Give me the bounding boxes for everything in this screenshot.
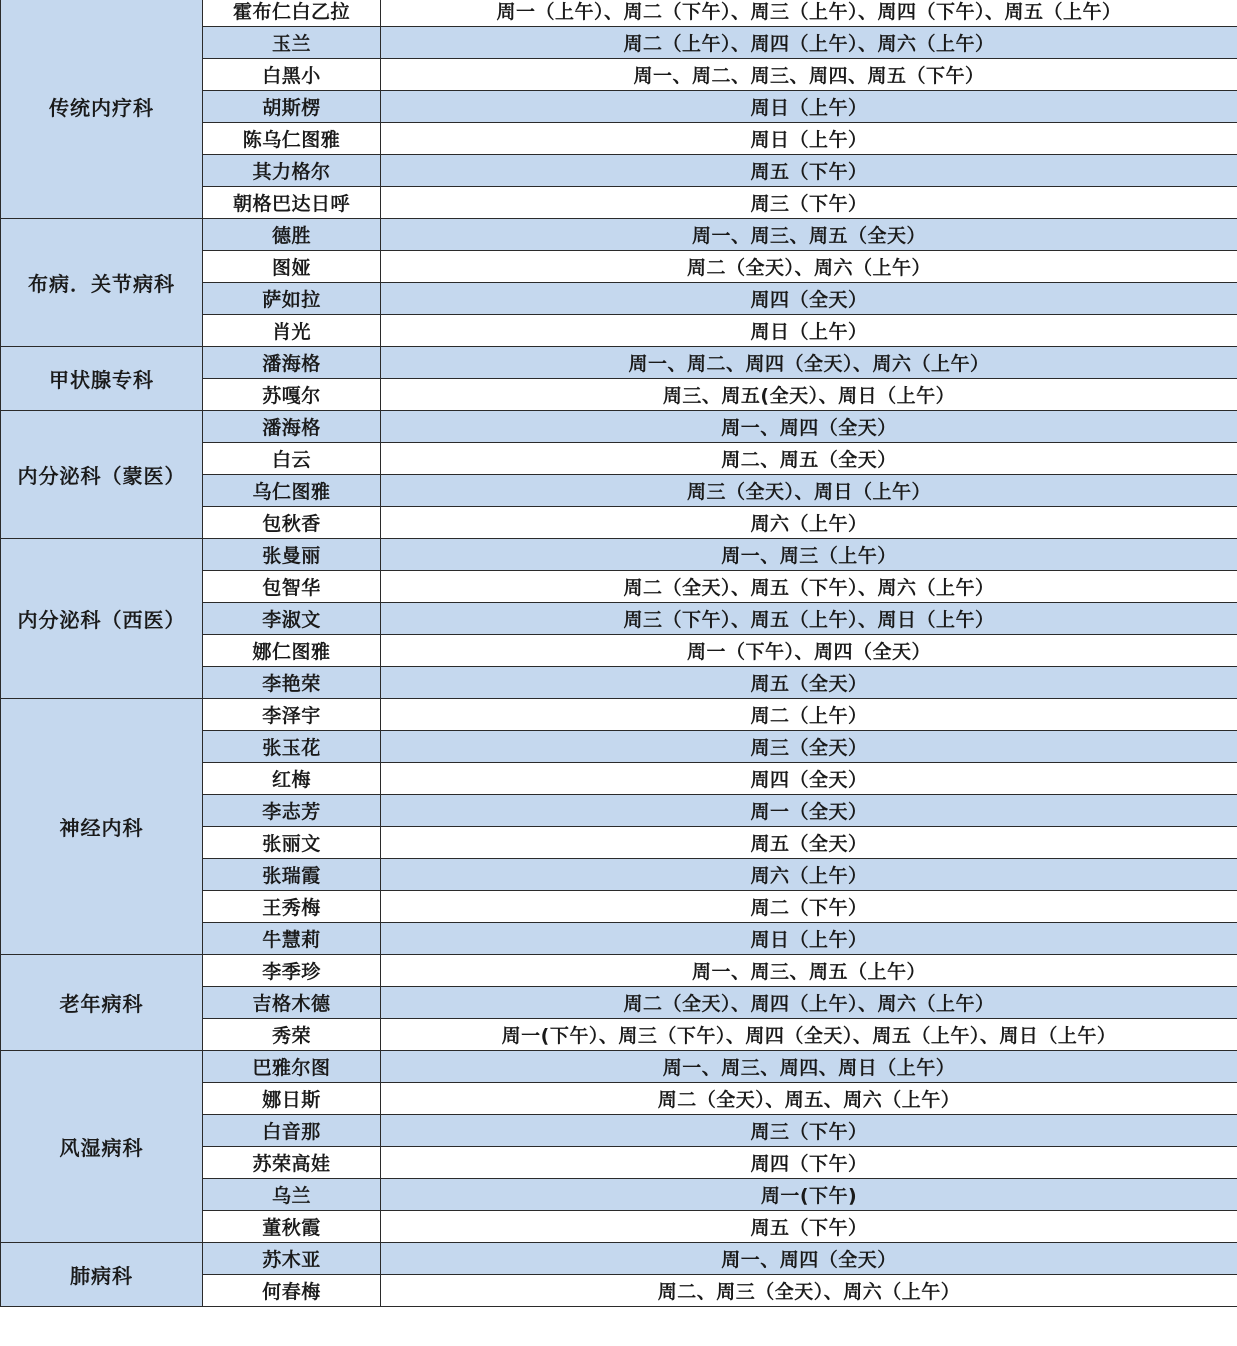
doctor-name-cell: 图娅 <box>203 251 381 283</box>
doctor-name-cell: 乌仁图雅 <box>203 475 381 507</box>
department-cell: 布病．关节病科 <box>1 219 203 347</box>
schedule-cell: 周四（全天） <box>381 763 1237 795</box>
schedule-cell: 周二（全天）、周五、周六（上午） <box>381 1083 1237 1115</box>
schedule-cell: 周日（上午） <box>381 91 1237 123</box>
doctor-name-cell: 李淑文 <box>203 603 381 635</box>
doctor-name-cell: 红梅 <box>203 763 381 795</box>
doctor-name-cell: 苏嘎尔 <box>203 379 381 411</box>
schedule-cell: 周一(下午) <box>381 1179 1237 1211</box>
schedule-cell: 周一(下午）、周三（下午）、周四（全天）、周五（上午）、周日（上午） <box>381 1019 1237 1051</box>
schedule-cell: 周一、周二、周三、周四、周五（下午） <box>381 59 1237 91</box>
department-cell: 甲状腺专科 <box>1 347 203 411</box>
schedule-cell: 周三、周五(全天）、周日（上午） <box>381 379 1237 411</box>
schedule-cell: 周一、周三、周四、周日（上午） <box>381 1051 1237 1083</box>
doctor-name-cell: 娜日斯 <box>203 1083 381 1115</box>
doctor-name-cell: 秀荣 <box>203 1019 381 1051</box>
doctor-name-cell: 李泽宇 <box>203 699 381 731</box>
schedule-cell: 周二（下午） <box>381 891 1237 923</box>
doctor-name-cell: 胡斯楞 <box>203 91 381 123</box>
table-row <box>1 219 1237 251</box>
doctor-name-cell: 霍布仁白乙拉 <box>203 0 381 27</box>
schedule-cell: 周二（全天）、周五（下午）、周六（上午） <box>381 571 1237 603</box>
schedule-body <box>1 0 1237 1307</box>
doctor-name-cell: 娜仁图雅 <box>203 635 381 667</box>
department-cell: 内分泌科（蒙医） <box>1 411 203 539</box>
doctor-name-cell: 肖光 <box>203 315 381 347</box>
schedule-cell: 周一（上午）、周二（下午）、周三（上午）、周四（下午）、周五（上午） <box>381 0 1237 27</box>
department-cell: 老年病科 <box>1 955 203 1051</box>
doctor-name-cell: 苏木亚 <box>203 1243 381 1275</box>
schedule-cell: 周日（上午） <box>381 123 1237 155</box>
department-cell: 传统内疗科 <box>1 0 203 219</box>
schedule-cell: 周二（上午）、周四（上午）、周六（上午） <box>381 27 1237 59</box>
doctor-name-cell: 包智华 <box>203 571 381 603</box>
doctor-name-cell: 张瑞霞 <box>203 859 381 891</box>
doctor-name-cell: 萨如拉 <box>203 283 381 315</box>
schedule-cell: 周二、周五（全天） <box>381 443 1237 475</box>
schedule-cell: 周五（全天） <box>381 667 1237 699</box>
doctor-name-cell: 朝格巴达日呼 <box>203 187 381 219</box>
table-row <box>1 347 1237 379</box>
doctor-name-cell: 李季珍 <box>203 955 381 987</box>
doctor-name-cell: 巴雅尔图 <box>203 1051 381 1083</box>
doctor-name-cell: 德胜 <box>203 219 381 251</box>
department-cell: 神经内科 <box>1 699 203 955</box>
schedule-cell: 周二（上午） <box>381 699 1237 731</box>
schedule-cell: 周四（下午） <box>381 1147 1237 1179</box>
schedule-cell: 周五（下午） <box>381 155 1237 187</box>
doctor-name-cell: 王秀梅 <box>203 891 381 923</box>
schedule-cell: 周一、周四（全天） <box>381 411 1237 443</box>
doctor-name-cell: 白音那 <box>203 1115 381 1147</box>
department-cell: 内分泌科（西医） <box>1 539 203 699</box>
schedule-cell: 周四（全天） <box>381 283 1237 315</box>
doctor-name-cell: 陈乌仁图雅 <box>203 123 381 155</box>
schedule-cell: 周三（全天）、周日（上午） <box>381 475 1237 507</box>
table-row <box>1 1051 1237 1083</box>
doctor-name-cell: 白黑小 <box>203 59 381 91</box>
schedule-cell: 周五（下午） <box>381 1211 1237 1243</box>
schedule-cell: 周三（下午） <box>381 1115 1237 1147</box>
doctor-name-cell: 李艳荣 <box>203 667 381 699</box>
schedule-cell: 周日（上午） <box>381 923 1237 955</box>
schedule-cell: 周一、周二、周四（全天）、周六（上午） <box>381 347 1237 379</box>
doctor-name-cell: 潘海格 <box>203 347 381 379</box>
schedule-cell: 周六（上午） <box>381 859 1237 891</box>
table-row <box>1 539 1237 571</box>
doctor-name-cell: 李志芳 <box>203 795 381 827</box>
doctor-name-cell: 潘海格 <box>203 411 381 443</box>
schedule-cell: 周一（全天） <box>381 795 1237 827</box>
schedule-cell: 周一、周三、周五（上午） <box>381 955 1237 987</box>
table-row <box>1 0 1237 27</box>
schedule-cell: 周二、周三（全天）、周六（上午） <box>381 1275 1237 1307</box>
doctor-name-cell: 包秋香 <box>203 507 381 539</box>
table-row <box>1 411 1237 443</box>
doctor-name-cell: 张玉花 <box>203 731 381 763</box>
doctor-name-cell: 董秋霞 <box>203 1211 381 1243</box>
department-cell: 肺病科 <box>1 1243 203 1307</box>
schedule-cell: 周一、周三（上午） <box>381 539 1237 571</box>
department-cell: 风湿病科 <box>1 1051 203 1243</box>
schedule-cell: 周二（全天）、周四（上午）、周六（上午） <box>381 987 1237 1019</box>
schedule-cell: 周三（下午）、周五（上午）、周日（上午） <box>381 603 1237 635</box>
doctor-name-cell: 玉兰 <box>203 27 381 59</box>
doctor-name-cell: 苏荣高娃 <box>203 1147 381 1179</box>
table-row <box>1 955 1237 987</box>
schedule-cell: 周五（全天） <box>381 827 1237 859</box>
schedule-cell: 周六（上午） <box>381 507 1237 539</box>
doctor-name-cell: 白云 <box>203 443 381 475</box>
doctor-name-cell: 乌兰 <box>203 1179 381 1211</box>
doctor-name-cell: 其力格尔 <box>203 155 381 187</box>
schedule-cell: 周三（全天） <box>381 731 1237 763</box>
schedule-cell: 周三（下午） <box>381 187 1237 219</box>
schedule-cell: 周日（上午） <box>381 315 1237 347</box>
table-row <box>1 1243 1237 1275</box>
doctor-name-cell: 吉格木德 <box>203 987 381 1019</box>
doctor-name-cell: 张曼丽 <box>203 539 381 571</box>
doctor-name-cell: 何春梅 <box>203 1275 381 1307</box>
schedule-cell: 周一、周三、周五（全天） <box>381 219 1237 251</box>
table-row <box>1 699 1237 731</box>
schedule-cell: 周一（下午）、周四（全天） <box>381 635 1237 667</box>
doctor-name-cell: 牛慧莉 <box>203 923 381 955</box>
schedule-cell: 周一、周四（全天） <box>381 1243 1237 1275</box>
doctor-name-cell: 张丽文 <box>203 827 381 859</box>
schedule-cell: 周二（全天）、周六（上午） <box>381 251 1237 283</box>
